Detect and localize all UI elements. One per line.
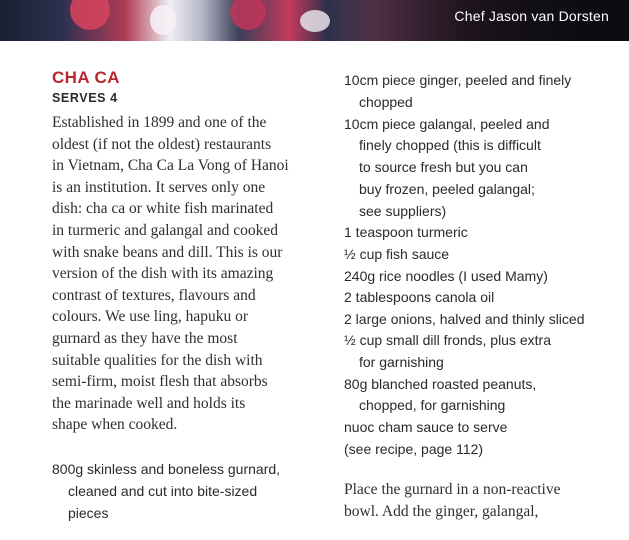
method-line: bowl. Add the ginger, galangal, (344, 503, 539, 520)
ingredient-item: 80g blanched roasted peanuts, (344, 376, 537, 392)
recipe-title: CHA CA (52, 68, 120, 87)
ingredient-item: 2 tablespoons canola oil (344, 289, 495, 305)
intro-line: suitable qualities for the dish with (52, 352, 263, 369)
ingredient-item: nuoc cham sauce to serve (344, 419, 508, 435)
intro-line: with snake beans and dill. This is our (52, 244, 283, 261)
ingredient-item: 10cm piece ginger, peeled and finely (344, 72, 572, 88)
ingredient-item: 800g skinless and boneless gurnard, (52, 461, 281, 477)
ingredient-item-continuation: buy frozen, peeled galangal; (359, 181, 535, 197)
intro-line: is an institution. It serves only one (52, 179, 266, 196)
intro-line: version of the dish with its amazing (52, 265, 274, 282)
ingredient-item: ½ cup fish sauce (344, 246, 450, 262)
ingredient-item-continuation: to source fresh but you can (359, 159, 528, 175)
ingredient-item: 2 large onions, halved and thinly sliced (344, 311, 585, 327)
ingredient-item-continuation: chopped (359, 94, 413, 110)
intro-line: in Vietnam, Cha Ca La Vong of Hanoi (52, 157, 289, 174)
method-line: Place the gurnard in a non-reactive (344, 481, 561, 498)
intro-line: colours. We use ling, hapuku or (52, 308, 249, 325)
header-photo (0, 0, 629, 41)
photo-credit: Chef Jason van Dorsten (454, 8, 609, 24)
intro-line: semi-firm, moist flesh that absorbs (52, 373, 268, 390)
ingredient-item: (see recipe, page 112) (344, 441, 484, 457)
ingredient-item-continuation: for garnishing (359, 354, 444, 370)
ingredient-item-continuation: pieces (68, 505, 109, 521)
ingredient-item: 240g rice noodles (I used Mamy) (344, 268, 548, 284)
ingredient-item-continuation: chopped, for garnishing (359, 397, 506, 413)
ingredient-item: ½ cup small dill fronds, plus extra (344, 332, 551, 348)
ingredient-item: 1 teaspoon turmeric (344, 224, 468, 240)
ingredient-item-continuation: cleaned and cut into bite-sized (68, 483, 258, 499)
intro-line: the marinade well and holds its (52, 395, 246, 412)
ingredient-item-continuation: finely chopped (this is difficult (359, 137, 541, 153)
intro-line: oldest (if not the oldest) restaurants (52, 136, 272, 153)
intro-line: in turmeric and galangal and cooked (52, 222, 278, 239)
intro-line: dish: cha ca or white fish marinated (52, 200, 274, 217)
ingredient-item-continuation: see suppliers) (359, 203, 447, 219)
intro-line: Established in 1899 and one of the (52, 114, 267, 131)
serves-label: SERVES 4 (52, 91, 118, 105)
intro-line: gurnard as they have the most (52, 330, 238, 347)
intro-line: shape when cooked. (52, 416, 178, 433)
ingredient-item: 10cm piece galangal, peeled and (344, 116, 550, 132)
intro-line: contrast of textures, flavours and (52, 287, 256, 304)
